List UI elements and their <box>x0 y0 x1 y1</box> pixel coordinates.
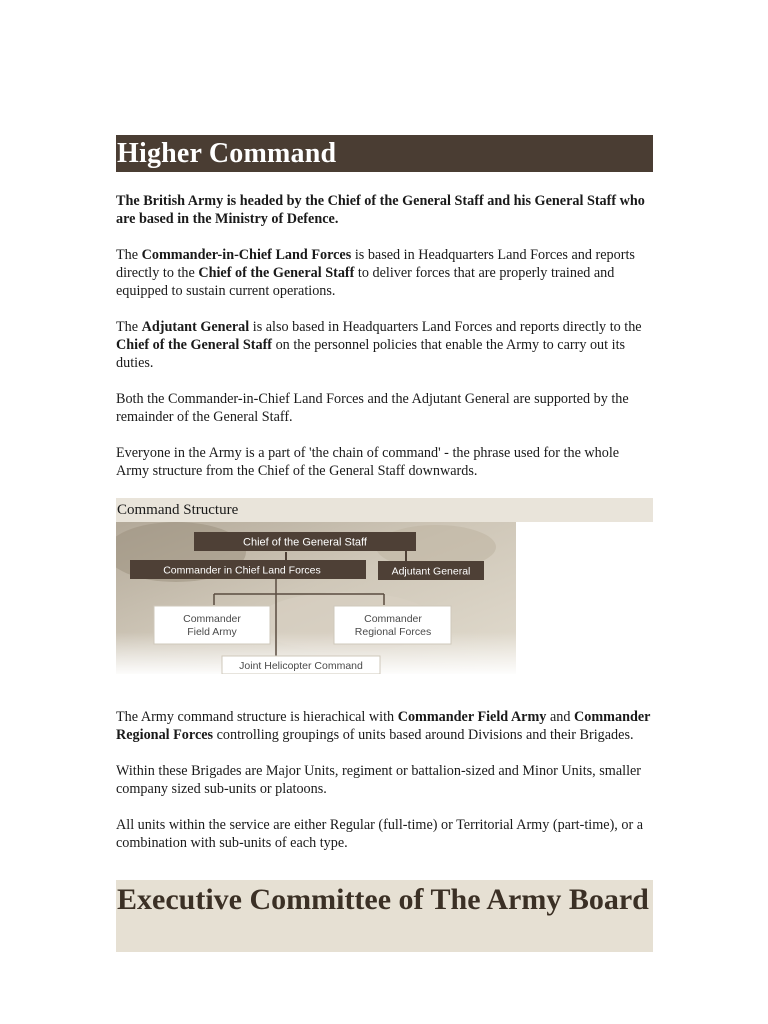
label-adjutant-general: Adjutant General <box>391 565 471 578</box>
box-commander-field-army <box>154 606 270 644</box>
paragraph-general-staff: Both the Commander-in-Chief Land Forces and the Adjutant General are supported by the remainder of the General Staff. <box>116 391 629 425</box>
section-heading-executive-committee: Executive Committee of The Army Board <box>116 880 653 952</box>
paragraph-brigades: Within these Brigades are Major Units, regiment or battalion-sized and Minor Units, smaller company sized sub-units or platoons. <box>116 763 642 797</box>
label-chief-of-general-staff: Chief of the General Staff <box>243 536 367 549</box>
label-crf-line2: Regional Forces <box>354 626 432 638</box>
label-cfa-line2: Field Army <box>187 626 237 638</box>
intro-paragraph: The British Army is headed by the Chief of the General Staff and his General Staff who are based in the Ministry of Defence. <box>116 193 645 227</box>
command-structure-diagram <box>116 522 516 674</box>
label-crf-line1: Commander <box>364 613 422 625</box>
paragraph-hierarchy: The Army command structure is hierachical with Commander Field Army and Commander Regional Forces controlling groupings of units based around Divisions and their Brigades. <box>116 709 651 743</box>
subheading-command-structure: Command Structure <box>116 498 653 522</box>
label-joint-helicopter-command: Joint Helicopter Command <box>239 660 363 672</box>
document-page <box>116 135 653 952</box>
label-cfa-line1: Commander <box>183 613 241 625</box>
label-commander-in-chief: Commander in Chief Land Forces <box>163 564 321 577</box>
paragraph-adjutant-general: The Adjutant General is also based in Headquarters Land Forces and reports directly to the Chief of the General Staff on the personnel policies that enable the Army to carry out its duties. <box>116 319 642 371</box>
paragraph-regular-territorial: All units within the service are either Regular (full-time) or Territorial Army (part-time), or a combination with sub-units of each type. <box>116 817 644 851</box>
paragraph-chain-of-command: Everyone in the Army is a part of 'the chain of command' - the phrase used for the whole Army structure from the Chief of the General Staff downwards. <box>116 445 620 479</box>
section-heading-higher-command: Higher Command <box>116 135 653 172</box>
box-commander-regional-forces <box>334 606 451 644</box>
paragraph-cinc: The Commander-in-Chief Land Forces is based in Headquarters Land Forces and reports directly to the Chief of the General Staff to deliver forces that are properly trained and equipped to sustain current operations. <box>116 247 635 299</box>
